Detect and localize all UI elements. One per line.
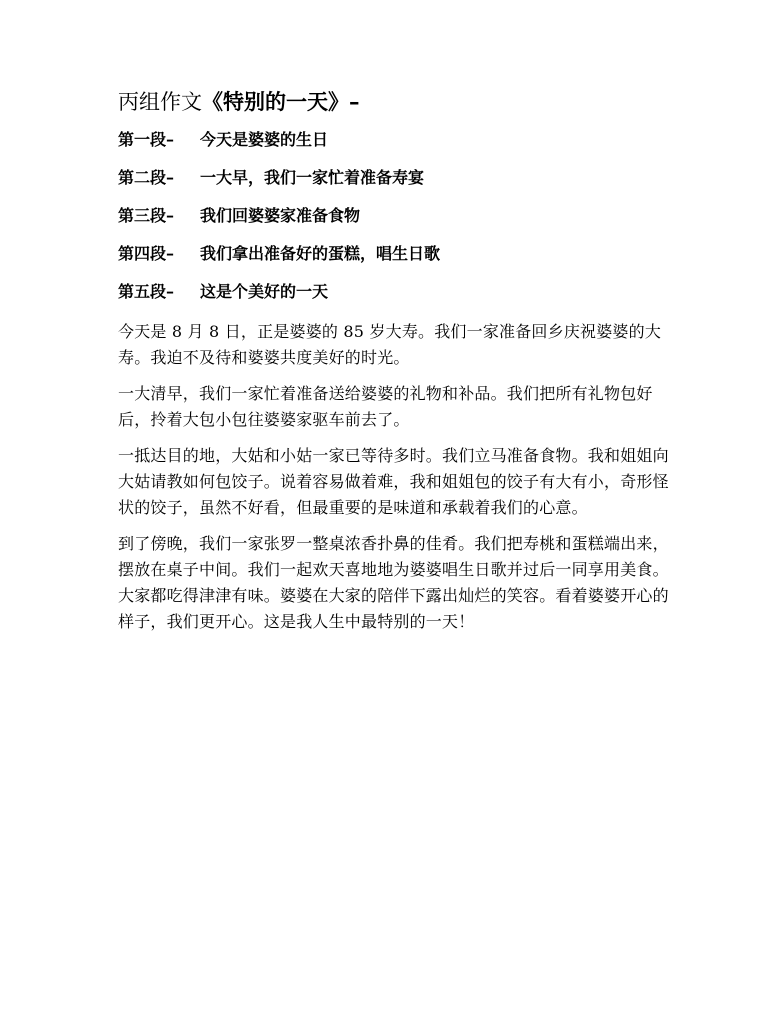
outline-text: 今天是婆婆的生日 <box>200 130 329 149</box>
page-title <box>118 88 678 116</box>
essay-page <box>118 88 678 645</box>
essay-paragraph-4: 到了傍晚，我们一家张罗一整桌浓香扑鼻的佳肴。我们把寿桃和蛋糕端出来，摆放在桌子中间。我们一起欢天喜地地为婆婆唱生日歌并过后一同享用美食。大家都吃得津津有味。婆婆在大家的陪伴下露出灿烂的笑容。看着婆婆开心的样子，我们更开心。这是我人生中最特别的一天！ <box>118 534 669 631</box>
outline-item <box>118 167 678 189</box>
outline-item <box>118 205 678 227</box>
outline-text: 我们回婆婆家准备食物 <box>200 206 361 225</box>
outline-label: 第二段– <box>118 168 175 187</box>
outline-label: 第四段– <box>118 244 175 263</box>
title-main: 《特别的一天》– <box>202 89 360 114</box>
outline-item <box>118 281 678 303</box>
outline-label: 第三段– <box>118 206 175 225</box>
outline-item <box>118 129 678 151</box>
essay-paragraph-2: 一大清早，我们一家忙着准备送给婆婆的礼物和补品。我们把所有礼物包好后，拎着大包小包往婆婆家驱车前去了。 <box>118 384 653 429</box>
essay-paragraph-3: 一抵达目的地，大姑和小姑一家已等待多时。我们立马准备食物。我和姐姐向大姑请教如何包饺子。说着容易做着难，我和姐姐包的饺子有大有小，奇形怪状的饺子，虽然不好看，但最重要的是味道和承载着我们的心意。 <box>118 446 669 517</box>
outline-text: 这是个美好的一天 <box>200 282 329 301</box>
outline-list <box>118 129 678 303</box>
outline-text: 我们拿出准备好的蛋糕，唱生日歌 <box>200 244 441 263</box>
outline-item <box>118 243 678 265</box>
outline-label: 第一段– <box>118 130 175 149</box>
title-prefix: 丙组作文 <box>118 90 202 114</box>
outline-text: 一大早，我们一家忙着准备寿宴 <box>200 168 425 187</box>
essay-paragraph-1: 今天是 8 月 8 日，正是婆婆的 85 岁大寿。我们一家准备回乡庆祝婆婆的大寿。我迫不及待和婆婆共度美好的时光。 <box>118 322 662 367</box>
outline-label: 第五段– <box>118 282 175 301</box>
